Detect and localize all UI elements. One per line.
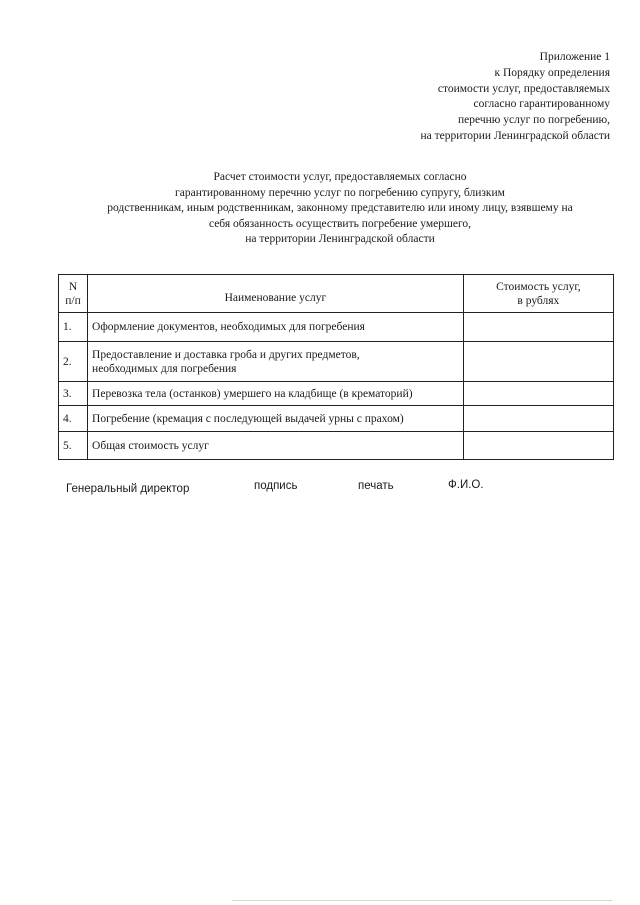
header-number-line2: п/п bbox=[65, 294, 81, 307]
table-row bbox=[59, 382, 614, 406]
row-number: 2. bbox=[59, 342, 88, 382]
row-service-name: Перевозка тела (останков) умершего на кладбище (в крематорий) bbox=[88, 382, 464, 406]
document-title bbox=[0, 170, 640, 248]
title-line: Расчет стоимости услуг, предоставляемых согласно bbox=[213, 171, 467, 183]
header-cost-line1: Стоимость услуг, bbox=[496, 280, 581, 293]
signature-label: подпись bbox=[254, 480, 298, 492]
row-number: 5. bbox=[59, 432, 88, 460]
table-row bbox=[59, 406, 614, 432]
table-row bbox=[59, 342, 614, 382]
table-row bbox=[59, 432, 614, 460]
row-service-name: Оформление документов, необходимых для погребения bbox=[88, 313, 464, 342]
table-row bbox=[59, 313, 614, 342]
appendix-line: перечню услуг по погребению, bbox=[458, 114, 610, 127]
appendix-block bbox=[420, 50, 610, 145]
row-service-cost bbox=[463, 342, 613, 382]
appendix-line: на территории Ленинградской области bbox=[420, 129, 610, 142]
row-number: 3. bbox=[59, 382, 88, 406]
row-service-cost bbox=[463, 313, 613, 342]
title-line: гарантированному перечню услуг по погребению супругу, близким bbox=[175, 186, 505, 199]
row-service-name: Погребение (кремация с последующей выдачей урны с прахом) bbox=[88, 406, 464, 432]
row-number: 4. bbox=[59, 406, 88, 432]
scan-edge-line bbox=[232, 900, 612, 901]
header-service-name: Наименование услуг bbox=[88, 275, 464, 313]
row-service-name bbox=[88, 342, 464, 382]
appendix-line: стоимости услуг, предоставляемых bbox=[437, 82, 610, 95]
row-service-name-line2: необходимых для погребения bbox=[92, 362, 237, 375]
stamp-label: печать bbox=[358, 480, 394, 492]
row-service-cost bbox=[463, 432, 613, 460]
appendix-line: Приложение 1 bbox=[539, 51, 610, 63]
row-service-name: Общая стоимость услуг bbox=[88, 432, 464, 460]
director-label: Генеральный директор bbox=[66, 483, 190, 495]
services-table bbox=[58, 274, 614, 460]
row-service-cost bbox=[463, 382, 613, 406]
appendix-line: согласно гарантированному bbox=[473, 98, 610, 111]
table-header-row bbox=[59, 275, 614, 313]
title-line: себя обязанность осуществить погребение умершего, bbox=[208, 217, 472, 230]
fio-label: Ф.И.О. bbox=[448, 479, 484, 491]
header-service-cost bbox=[463, 275, 613, 313]
appendix-line: к Порядку определения bbox=[494, 66, 610, 79]
title-line: на территории Ленинградской области bbox=[245, 233, 435, 246]
header-cost-line2: в рублях bbox=[517, 294, 560, 307]
row-service-cost bbox=[463, 406, 613, 432]
header-number-line1: N bbox=[68, 280, 78, 293]
header-number bbox=[59, 275, 88, 313]
row-service-name-line1: Предоставление и доставка гроба и других предметов, bbox=[92, 348, 360, 361]
title-line: родственникам, иным родственникам, законному представителю или иному лицу, взявшему на bbox=[107, 202, 573, 215]
row-number: 1. bbox=[59, 313, 88, 342]
